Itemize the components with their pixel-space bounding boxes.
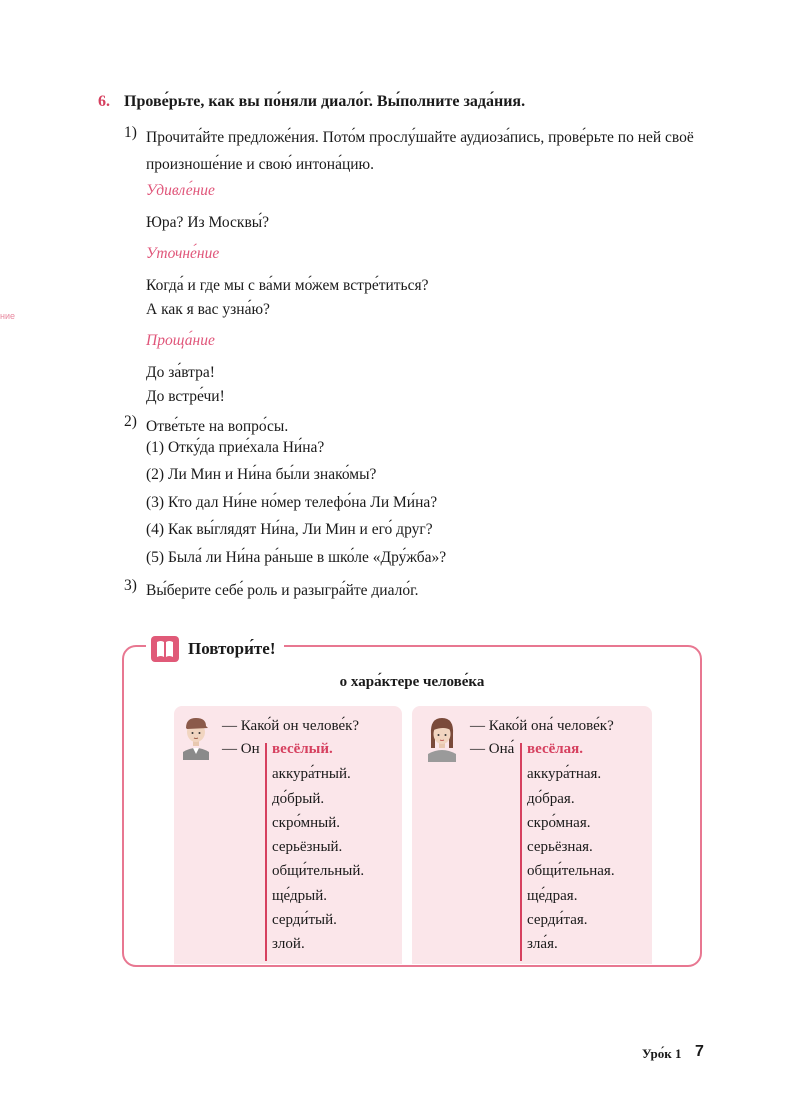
exercise-header: [98, 93, 525, 111]
task-number: 3): [124, 577, 137, 594]
exercise-title: Прове́рьте, как вы по́няли диало́г. Вы́полните зада́ния.: [124, 93, 526, 110]
male-adjective: серди́тый.: [272, 912, 337, 928]
male-adjective: серьёзный.: [272, 839, 343, 855]
phrase-line: Когда́ и где мы с ва́ми мо́жем встре́титься?: [146, 277, 429, 294]
male-adjective: злой.: [272, 936, 305, 952]
female-adjective: серьёзная.: [527, 839, 593, 855]
task-number: 2): [124, 413, 137, 430]
male-adjective: скро́мный.: [272, 815, 341, 831]
edge-text-fragment: ние: [0, 311, 16, 321]
phrase-line: А как я вас узна́ю?: [146, 301, 270, 318]
review-subtitle: о хара́ктере челове́ка: [339, 674, 485, 690]
female-question: — Како́й она́ челове́к?: [470, 718, 614, 734]
girl-avatar-icon: [424, 712, 460, 762]
question: (3) Кто дал Ни́не но́мер телефо́на Ли Ми́на?: [146, 494, 438, 511]
question: (2) Ли Мин и Ни́на бы́ли знако́мы?: [146, 466, 377, 483]
question: (4) Как вы́глядят Ни́на, Ли Мин и его́ друг?: [146, 521, 433, 538]
task-text-line: Прочита́йте предложе́ния. Пото́м прослу́шайте аудиоза́пись, прове́рьте по ней своё: [146, 129, 694, 146]
male-question: — Како́й он челове́к?: [222, 718, 360, 734]
task-text: Вы́берите себе́ роль и разыгра́йте диало́г.: [146, 582, 419, 599]
female-adjective: аккура́тная.: [527, 766, 602, 782]
male-adjective-highlight: весёлый.: [272, 741, 333, 757]
phrase-line: До за́втра!: [146, 364, 215, 381]
male-answer-prefix: — Он: [222, 741, 260, 757]
category-clarification: Уточне́ние: [146, 245, 220, 262]
boy-avatar-icon: [178, 710, 214, 760]
question: (5) Была́ ли Ни́на ра́ньше в шко́ле «Дру́жба»?: [146, 549, 447, 566]
male-adjective: общи́тельный.: [272, 863, 365, 879]
female-adjective: ще́драя.: [527, 888, 578, 904]
female-adjective: зла́я.: [527, 936, 558, 952]
female-adjective: общи́тельная.: [527, 863, 615, 879]
category-surprise: Удивле́ние: [146, 182, 215, 199]
female-adjective-bar: [520, 743, 522, 961]
question: (1) Отку́да прие́хала Ни́на?: [146, 439, 325, 456]
female-adjective: до́брая.: [527, 791, 575, 807]
review-title: Повтори́те!: [188, 639, 276, 658]
exercise-number: 6.: [98, 93, 110, 110]
phrase-line: Юра? Из Москвы́?: [146, 214, 270, 231]
task-text-line: произноше́ние и свою́ интона́цию.: [146, 156, 375, 173]
female-adjective: скро́мная.: [527, 815, 591, 831]
female-answer-prefix: — Она́: [470, 741, 515, 757]
category-farewell: Проща́ние: [146, 332, 215, 349]
page-number: 7: [695, 1043, 704, 1060]
book-icon: [150, 634, 180, 664]
male-adjective: до́брый.: [272, 791, 325, 807]
phrase-line: До встре́чи!: [146, 388, 225, 405]
male-adjective: ще́дрый.: [272, 888, 327, 904]
task-text: Отве́тьте на вопро́сы.: [146, 418, 289, 435]
female-adjective: серди́тая.: [527, 912, 588, 928]
task-text: [146, 124, 694, 178]
task-number: 1): [124, 124, 137, 141]
female-adjective-highlight: весёлая.: [527, 741, 584, 757]
lesson-label: Уро́к 1: [642, 1046, 682, 1061]
male-adjective: аккура́тный.: [272, 766, 351, 782]
male-adjective-bar: [265, 743, 267, 961]
review-header: [146, 632, 284, 666]
